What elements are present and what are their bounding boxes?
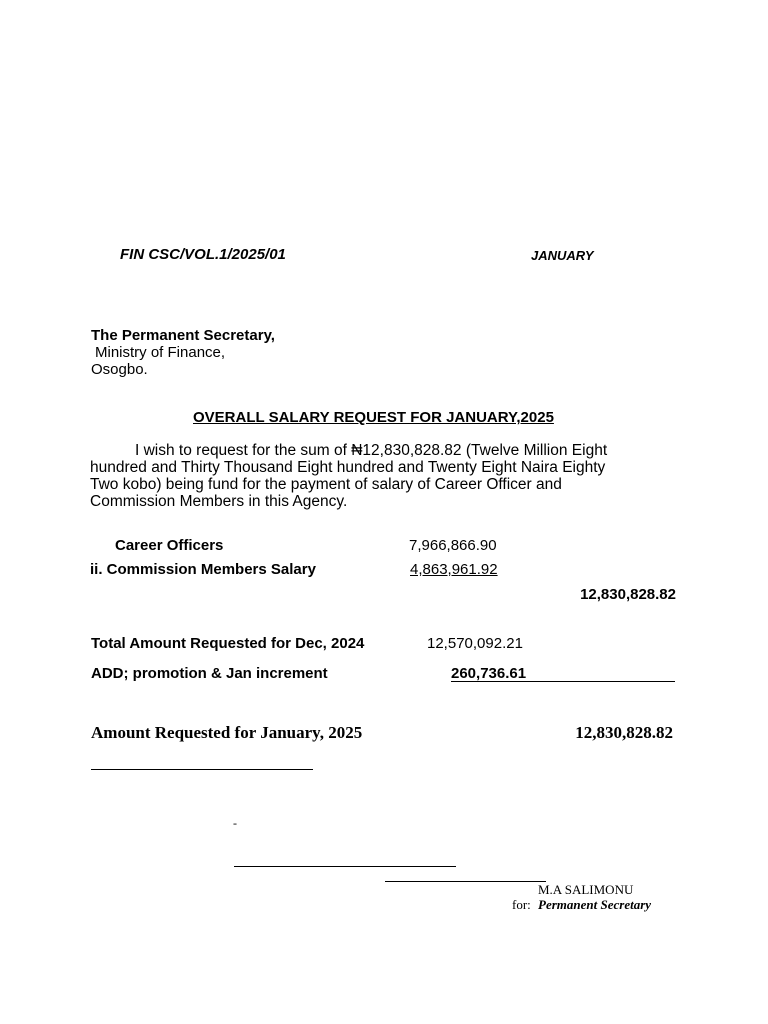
signature-line-2 (385, 881, 546, 882)
body-line-1: I wish to request for the sum of ₦12,830,828.82 (Twelve Million Eight (135, 442, 608, 459)
recipient-ministry: Ministry of Finance, (95, 344, 226, 361)
signatory-capacity (512, 897, 651, 913)
permanent-secretary-title: Permanent Secretary (538, 897, 652, 912)
commission-members-label: ii. Commission Members Salary (90, 561, 316, 578)
signature-line-1 (234, 866, 456, 867)
body-line-2: hundred and Thirty Thousand Eight hundred and Twenty Eight Naira Eighty (90, 459, 606, 476)
commission-members-value: 4,863,961.92 (410, 561, 498, 578)
dec-total-label: Total Amount Requested for Dec, 2024 (91, 635, 365, 652)
add-increment-label: ADD; promotion & Jan increment (91, 665, 328, 682)
january-amount-label: Amount Requested for January, 2025 (91, 723, 363, 742)
letter-month: JANUARY (531, 248, 594, 263)
for-label: for: (512, 897, 531, 912)
signatory-name: M.A SALIMONU (538, 882, 634, 897)
divider-line (91, 769, 313, 770)
signature-mark: - (233, 816, 237, 830)
recipient-title: The Permanent Secretary, (91, 327, 275, 344)
add-increment-value: 260,736.61 (451, 665, 527, 682)
letter-body (90, 442, 690, 510)
letter-subject: OVERALL SALARY REQUEST FOR JANUARY,2025 (193, 409, 554, 426)
career-officers-label: Career Officers (115, 537, 224, 554)
reference-number: FIN CSC/VOL.1/2025/01 (120, 246, 286, 263)
career-officers-value: 7,966,866.90 (409, 537, 497, 554)
recipient-city: Osogbo. (91, 361, 148, 378)
breakdown-subtotal: 12,830,828.82 (580, 586, 676, 603)
january-amount-value: 12,830,828.82 (575, 723, 673, 742)
body-line-3: Two kobo) being fund for the payment of salary of Career Officer and (90, 476, 562, 493)
add-increment-underline (451, 681, 675, 682)
dec-total-value: 12,570,092.21 (427, 635, 523, 652)
body-line-4: Commission Members in this Agency. (90, 493, 348, 510)
